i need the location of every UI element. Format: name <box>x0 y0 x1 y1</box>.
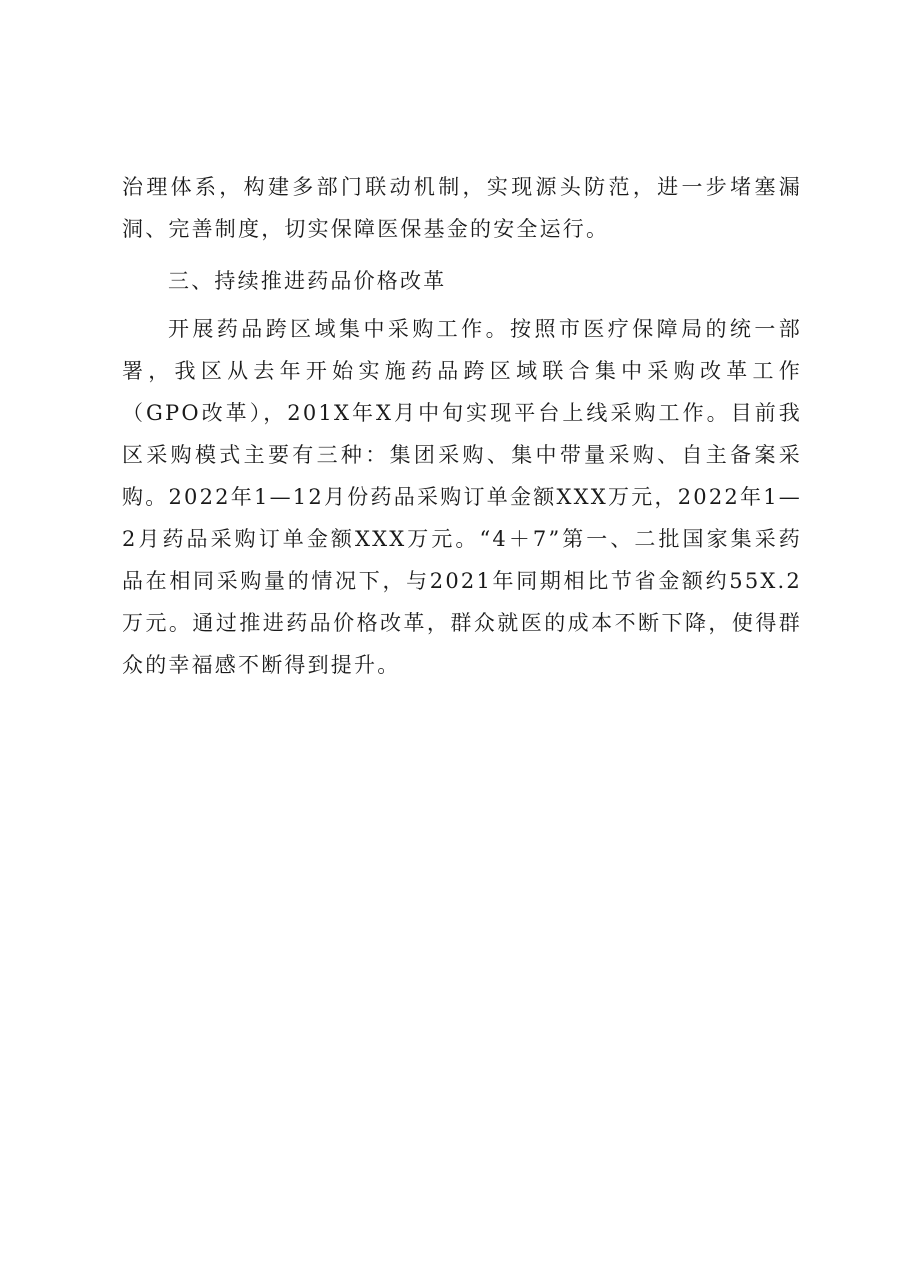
paragraph-continuation: 治理体系，构建多部门联动机制，实现源头防范，进一步堵塞漏洞、完善制度，切实保障医保基金的安全运行。 <box>122 175 802 241</box>
paragraph-main: 开展药品跨区域集中采购工作。按照市医疗保障局的统一部署，我区从去年开始实施药品跨区域联合集中采购改革工作（GPO改革），201X年X月中旬实现平台上线采购工作。目前我区采购模式主要有三种：集团采购、集中带量采购、自主备案采购。2022年1—12月份药品采购订单金额XXX万元，2022年1—2月药品采购订单金额XXX万元。“4＋7”第一、二批国家集采药品在相同采购量的情况下，与2021年同期相比节省金额约55X.2万元。通过推进药品价格改革，群众就医的成本不断下降，使得群众的幸福感不断得到提升。 <box>122 317 802 677</box>
section-heading: 三、持续推进药品价格改革 <box>168 269 447 293</box>
document-body <box>122 166 802 686</box>
